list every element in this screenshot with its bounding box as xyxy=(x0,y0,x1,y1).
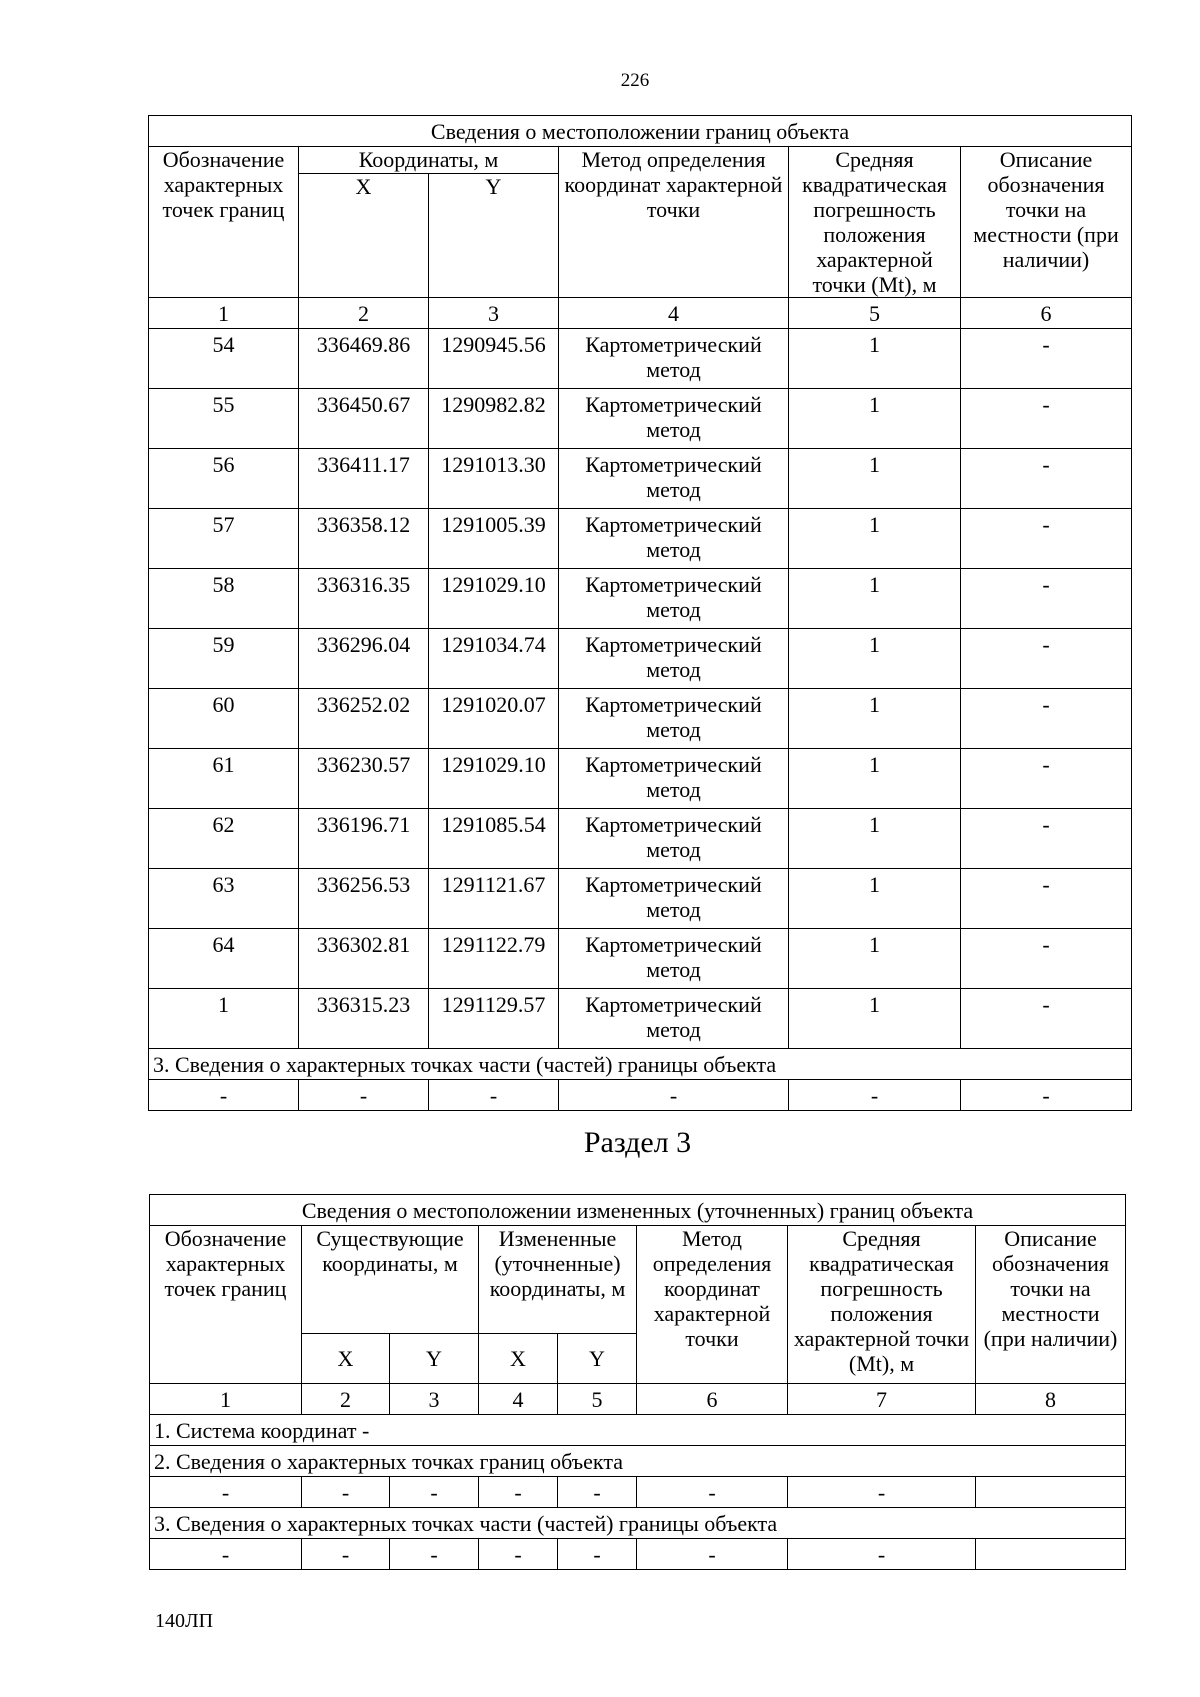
dash-cell: - xyxy=(150,1539,302,1570)
table-row xyxy=(149,509,1132,569)
point-cell: 63 xyxy=(149,869,299,929)
table-row xyxy=(149,569,1132,629)
point-cell: 56 xyxy=(149,449,299,509)
method-cell: Картометрический метод xyxy=(559,809,789,869)
dash-cell: - xyxy=(788,1477,976,1508)
table-row xyxy=(149,929,1132,989)
dash-cell: - xyxy=(637,1477,788,1508)
page-number: 226 xyxy=(620,70,650,91)
point-cell: 57 xyxy=(149,509,299,569)
method-cell: Картометрический метод xyxy=(559,689,789,749)
section2-label: 2. Сведения о характерных точках границ объекта xyxy=(150,1446,1126,1477)
dash-cell: - xyxy=(299,1080,429,1111)
method-cell: Картометрический метод xyxy=(559,749,789,809)
dash-cell: - xyxy=(302,1477,390,1508)
boundary-coordinates-table xyxy=(148,115,1132,1111)
x-cell: 336316.35 xyxy=(299,569,429,629)
dash-cell: - xyxy=(788,1539,976,1570)
point-cell: 55 xyxy=(149,389,299,449)
point-cell: 54 xyxy=(149,329,299,389)
section-title: Раздел 3 xyxy=(583,1126,692,1159)
header-changed-y: Y xyxy=(558,1334,637,1384)
error-cell: 1 xyxy=(789,569,961,629)
description-cell: - xyxy=(961,329,1132,389)
description-cell: - xyxy=(961,569,1132,629)
table-row xyxy=(149,1080,1132,1111)
col-number: 8 xyxy=(976,1384,1126,1415)
header-error: Средняя квадратическая погрешность положения характерной точки (Mt), м xyxy=(788,1226,976,1384)
x-cell: 336315.23 xyxy=(299,989,429,1049)
error-cell: 1 xyxy=(789,989,961,1049)
point-cell: 59 xyxy=(149,629,299,689)
error-cell: 1 xyxy=(789,929,961,989)
header-method: Метод определения координат характерной точки xyxy=(559,147,789,298)
description-cell: - xyxy=(961,449,1132,509)
table-row xyxy=(149,749,1132,809)
y-cell: 1291029.10 xyxy=(429,569,559,629)
table-caption: Сведения о местоположении границ объекта xyxy=(149,116,1132,147)
empty-cell xyxy=(976,1539,1126,1570)
dash-cell: - xyxy=(390,1539,479,1570)
table-row xyxy=(149,869,1132,929)
table-row xyxy=(149,989,1132,1049)
col-number: 5 xyxy=(789,298,961,329)
dash-cell: - xyxy=(149,1080,299,1111)
section3-label: 3. Сведения о характерных точках части (частей) границы объекта xyxy=(149,1049,1132,1080)
dash-cell: - xyxy=(429,1080,559,1111)
error-cell: 1 xyxy=(789,869,961,929)
x-cell: 336450.67 xyxy=(299,389,429,449)
section3-label: 3. Сведения о характерных точках части (частей) границы объекта xyxy=(150,1508,1126,1539)
col-number: 1 xyxy=(149,298,299,329)
description-cell: - xyxy=(961,869,1132,929)
y-cell: 1291121.67 xyxy=(429,869,559,929)
method-cell: Картометрический метод xyxy=(559,509,789,569)
table-row xyxy=(149,689,1132,749)
dash-cell: - xyxy=(637,1539,788,1570)
header-existing-coords: Существующие координаты, м xyxy=(302,1226,479,1334)
header-description: Описание обозначения точки на местности (при наличии) xyxy=(961,147,1132,298)
y-cell: 1290945.56 xyxy=(429,329,559,389)
y-cell: 1291005.39 xyxy=(429,509,559,569)
method-cell: Картометрический метод xyxy=(559,329,789,389)
dash-cell: - xyxy=(789,1080,961,1111)
error-cell: 1 xyxy=(789,629,961,689)
point-cell: 1 xyxy=(149,989,299,1049)
y-cell: 1291034.74 xyxy=(429,629,559,689)
col-number: 7 xyxy=(788,1384,976,1415)
header-coords: Координаты, м xyxy=(299,147,559,174)
method-cell: Картометрический метод xyxy=(559,389,789,449)
dash-cell: - xyxy=(558,1477,637,1508)
table-row xyxy=(150,1539,1126,1570)
header-x: X xyxy=(299,174,429,298)
column-numbers-row xyxy=(150,1384,1126,1415)
header-existing-x: X xyxy=(302,1334,390,1384)
column-numbers-row xyxy=(149,298,1132,329)
method-cell: Картометрический метод xyxy=(559,989,789,1049)
y-cell: 1290982.82 xyxy=(429,389,559,449)
table-row xyxy=(150,1477,1126,1508)
header-method: Метод определения координат характерной точки xyxy=(637,1226,788,1384)
header-changed-x: X xyxy=(479,1334,558,1384)
point-cell: 61 xyxy=(149,749,299,809)
point-cell: 58 xyxy=(149,569,299,629)
y-cell: 1291085.54 xyxy=(429,809,559,869)
table-row xyxy=(149,449,1132,509)
dash-cell: - xyxy=(558,1539,637,1570)
x-cell: 336302.81 xyxy=(299,929,429,989)
y-cell: 1291013.30 xyxy=(429,449,559,509)
header-error: Средняя квадратическая погрешность положения характерной точки (Mt), м xyxy=(789,147,961,298)
table-caption: Сведения о местоположении измененных (уточненных) границ объекта xyxy=(150,1195,1126,1226)
header-existing-y: Y xyxy=(390,1334,479,1384)
point-cell: 62 xyxy=(149,809,299,869)
x-cell: 336469.86 xyxy=(299,329,429,389)
x-cell: 336296.04 xyxy=(299,629,429,689)
table-row xyxy=(149,629,1132,689)
col-number: 3 xyxy=(390,1384,479,1415)
x-cell: 336358.12 xyxy=(299,509,429,569)
coordinate-system-label: 1. Система координат - xyxy=(150,1415,1126,1446)
header-description: Описание обозначения точки на местности (при наличии) xyxy=(976,1226,1126,1384)
x-cell: 336230.57 xyxy=(299,749,429,809)
col-number: 3 xyxy=(429,298,559,329)
method-cell: Картометрический метод xyxy=(559,929,789,989)
method-cell: Картометрический метод xyxy=(559,629,789,689)
description-cell: - xyxy=(961,509,1132,569)
x-cell: 336252.02 xyxy=(299,689,429,749)
col-number: 1 xyxy=(150,1384,302,1415)
x-cell: 336256.53 xyxy=(299,869,429,929)
dash-cell: - xyxy=(150,1477,302,1508)
y-cell: 1291029.10 xyxy=(429,749,559,809)
y-cell: 1291129.57 xyxy=(429,989,559,1049)
header-y: Y xyxy=(429,174,559,298)
description-cell: - xyxy=(961,689,1132,749)
x-cell: 336196.71 xyxy=(299,809,429,869)
y-cell: 1291020.07 xyxy=(429,689,559,749)
description-cell: - xyxy=(961,749,1132,809)
description-cell: - xyxy=(961,989,1132,1049)
error-cell: 1 xyxy=(789,749,961,809)
table-row xyxy=(149,329,1132,389)
description-cell: - xyxy=(961,629,1132,689)
y-cell: 1291122.79 xyxy=(429,929,559,989)
header-changed-coords: Измененные (уточненные) координаты, м xyxy=(479,1226,637,1334)
x-cell: 336411.17 xyxy=(299,449,429,509)
error-cell: 1 xyxy=(789,689,961,749)
method-cell: Картометрический метод xyxy=(559,569,789,629)
point-cell: 60 xyxy=(149,689,299,749)
error-cell: 1 xyxy=(789,449,961,509)
error-cell: 1 xyxy=(789,809,961,869)
description-cell: - xyxy=(961,389,1132,449)
col-number: 5 xyxy=(558,1384,637,1415)
empty-cell xyxy=(976,1477,1126,1508)
table-row xyxy=(149,809,1132,869)
error-cell: 1 xyxy=(789,389,961,449)
col-number: 4 xyxy=(479,1384,558,1415)
dash-cell: - xyxy=(479,1539,558,1570)
col-number: 6 xyxy=(961,298,1132,329)
point-cell: 64 xyxy=(149,929,299,989)
dash-cell: - xyxy=(302,1539,390,1570)
dash-cell: - xyxy=(961,1080,1132,1111)
table-row xyxy=(149,389,1132,449)
description-cell: - xyxy=(961,809,1132,869)
header-point: Обозначение характерных точек границ xyxy=(150,1226,302,1384)
col-number: 2 xyxy=(299,298,429,329)
dash-cell: - xyxy=(390,1477,479,1508)
col-number: 2 xyxy=(302,1384,390,1415)
method-cell: Картометрический метод xyxy=(559,449,789,509)
error-cell: 1 xyxy=(789,329,961,389)
error-cell: 1 xyxy=(789,509,961,569)
dash-cell: - xyxy=(559,1080,789,1111)
method-cell: Картометрический метод xyxy=(559,869,789,929)
changed-boundaries-table xyxy=(149,1194,1126,1570)
description-cell: - xyxy=(961,929,1132,989)
header-point: Обозначение характерных точек границ xyxy=(149,147,299,298)
dash-cell: - xyxy=(479,1477,558,1508)
col-number: 6 xyxy=(637,1384,788,1415)
col-number: 4 xyxy=(559,298,789,329)
footer-code: 140ЛП xyxy=(155,1610,214,1632)
